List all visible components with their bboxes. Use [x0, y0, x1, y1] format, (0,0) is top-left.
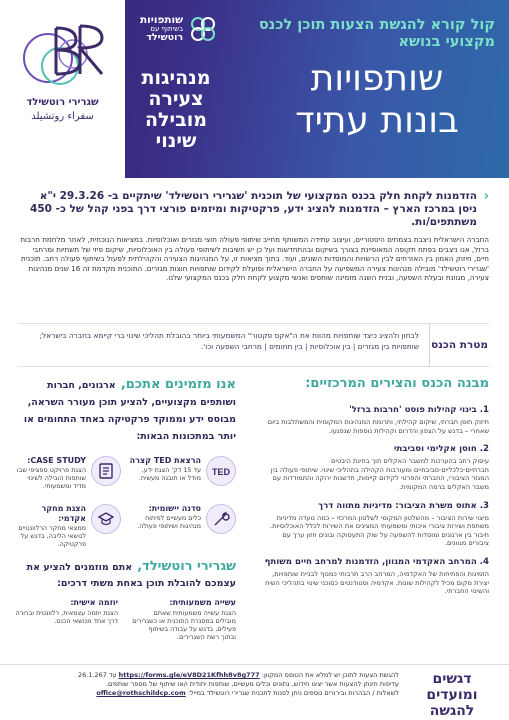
ambassador-option-body: הצגת עשייה משמעותית שאתם מובילים במסגרת התוכנית או כשגרירים פעילים, בדגש על עבודה בשיתוף ובתוך רשת השגרירים. [132, 609, 236, 641]
conference-goal-box [18, 323, 489, 367]
structure-item-title: 2. חוסן אקלימי וסביבתי [393, 444, 489, 455]
invite-heading-rest: ארגונים, חברות ושותפים מקצועיים, להציע תוכן מעורר השראה, מבוסס ידע וממוקד פרקטיקה באחד התחומים או יותר במתכונות הבאות: [23, 380, 236, 442]
format-title: הצגת מחקר אקדמי: [41, 504, 86, 523]
structure-item [261, 444, 489, 491]
partnership-logo [140, 14, 218, 44]
invite-column [14, 376, 236, 641]
structure-item-title: 4. המרחב האקדמי המגוון, הזדמנות למרחב חיים משותף [264, 556, 489, 567]
ambassador-option [14, 598, 118, 641]
slogan-line: מובילה [144, 109, 207, 131]
ambassador-option-title: עשייה משמעותית: [169, 598, 236, 607]
conference-title-line2: בונות עתיד [295, 100, 459, 141]
intro-body: החברה הישראלית ניצבת בצמתים היסטוריים, ועיצוב עתידה המשותף מחייב שיתופי פעולה חוצי מגזרים ואוכלוסיות. במציאות הנוכחית, לאחר מלחמת חרבות ברזל, אנו ניצבים בפתח תקופה המאופיינת בצורך בשיקום ובהתחדשות ועל כן יש חשיבות לשיתופי פעולה בין האוכלוסיות, שיקום פיזי של תשתיות ומרחבי חיים, חיזוק האמון בין האזרחים לבין הרשויות והמוסדות השונים, ועוד. בתוך מציאות זו, על המנהיגות הצעירה והקהילתית לפעול בשיתוף פעולה רחב. תוכנית 'שגרירי רוטשילד' מובילה מנהיגות צעירה המשפיעה על החברה הישראלית ופועלת לקידום שותפויות חוצות מגזרים. התוכנית מקדמת זה 16 שנים מנהיגות צעירה, מגוונת ובעלת השפעה, ובנית השנה מזמינה שותפים ואנשי מקצוע לקחת חלק בכנס המקצועי שלנו. [20, 235, 489, 283]
format-body: הצגת פרויקט ספציפי שבו שותפות הובילה לשינוי מדיד ומשמעותי. [16, 466, 86, 490]
org-logo-panel [0, 0, 125, 178]
workshop-icon [206, 504, 236, 534]
intro-headline-text: הזדמנות לקחת חלק בכנס המקצועי של תוכנית 'שגרירי רוטשילד' שיתקיים ב- 29.3.26 י"א ניסן במרכז הארץ – הזדמנות להציג ידע, פרקטיקות ומיזמים פורצי דרך בפני קהל של כ- 450 משתתפים/ות. [30, 190, 477, 228]
contact-email-link[interactable]: office@rothschildcp.com [96, 689, 186, 698]
org-name-arabic: سفراء روتشيلد [31, 111, 94, 122]
slogan-line: מנהיגות [141, 67, 211, 89]
submission-footer [0, 664, 509, 720]
format-body: כלים מעשיים לפיתוח מנהיגות ושיתופי פעולה. [137, 514, 201, 530]
conference-title [267, 58, 487, 142]
format-card [129, 456, 236, 496]
format-card [14, 456, 121, 496]
ambassadors-heading [14, 558, 236, 590]
submission-details [14, 671, 399, 699]
structure-item [261, 557, 489, 596]
call-for-proposals: קול קורא להגשת הצעות תוכן לכנס מקצועי בנושא [258, 17, 495, 50]
structure-list [261, 405, 489, 596]
structure-item [261, 405, 489, 435]
conference-goal-label: מטרת הכנס [429, 324, 489, 366]
structure-item-body: חיזוק חוסן חברתי, שיקום קהילתי, ותרומת המנהיגות המקומית והמשתלבות ביום שאחרי – בדגש על הצפון והדרום וקהילות נוספות שנפגעו. [267, 418, 489, 435]
intro-section [18, 190, 489, 283]
partnership-logo-icon [188, 14, 218, 44]
structure-item-body: עיסוק רחב בהערכות למשבר האקלים תוך בחינת היבטים חברתיים-כלכליים-סביבתיים ומעורבות הקהילה בתהליכי שינוי. שיתופי פעולה בין המגזר הציבורי, החברתי והפרטי לקידום קיימות, חדשנות ירוקה והתמודדות עם משבר האקלים ברמה המקומית. [270, 457, 489, 491]
org-name-hebrew: שגרירי רוטשילד [26, 97, 99, 108]
slogan-line: צעירה [148, 88, 204, 110]
contact-prefix: לשאלות / הבהרות ובירורים נוספים ניתן לפנות לתכנית שגרירי רוטשילד במייל: [187, 689, 399, 698]
form-line-prefix: להגשת הצעות לתוכן יש למלא את הטופס המקוון: [261, 671, 399, 679]
ambassador-option-body: הצגת יוזמה עצמאית, רלוונטית וברורה דרך אחד מנושאי הכנס. [15, 609, 118, 625]
structure-item-title: 1. בינוי קהילות פוסט 'חרבות ברזל' [349, 405, 489, 415]
deadline-text: עד 26.1.267 [77, 671, 117, 679]
hero-slogan [133, 68, 219, 152]
research-icon [91, 504, 121, 534]
structure-item [261, 501, 489, 548]
format-card [14, 504, 121, 548]
structure-item-title: 3. אתוס משרת הציבור: מדיניות מתווה דרך [318, 500, 489, 511]
ambassadors-heading-rest: אתם מוזמנים להציע את עצמכם להובלת תוכן באחת משתי דרכים: [26, 562, 236, 589]
format-body: ממצאי מחקר הרלוונטיים לנושאי הליבה, בדגש על פרקטיקה. [18, 524, 86, 548]
conference-goal-text: לבחון ולהציג כיצד שותפויות מהוות את ה"אקס פקטור" המשמעותי ביותר בהובלת תהליכי שינוי ברי קיימא בחברה בישראל; שותפויות בין מגזרים | בין אוכלוסיות | בין תחומים | מרחבי השפעה וכו'. [39, 331, 419, 351]
structure-item-body: הזמינות והפתיחות של האקדמיה, המרחב הרב תרבותי כמנוף לבניית שותפויות, יצירת מקום מכיל לקהילות שונות. אקדמיה וסטודנטים כסוכני שינוי בתהליכי השיח והשינוי החברתי. [265, 569, 489, 596]
conference-title-line1: שותפויות [310, 58, 444, 99]
submission-line-form [14, 671, 399, 680]
format-title: הרצאת TED קצרה [129, 456, 201, 465]
ambassador-option-title: יוזמה אישית: [70, 598, 118, 607]
submission-label: דגשים ומועדים להגשה [426, 671, 478, 719]
format-title: CASE STUDY: [27, 456, 86, 465]
structure-title: מבנה הכנס והצירים המרכזיים: [305, 376, 489, 391]
form-link[interactable]: https://forms.gle/eV8D21Kfhh8v8g777 [118, 671, 260, 679]
format-card [129, 504, 236, 548]
rothschild-ambassadors-logo [18, 16, 108, 96]
submission-line-priority: עדיפות תינתן להצעות אשר יציגו חידוש, נתונים וכלים מעשיים, שותפות יחודית ו/או שיתוף של מספר שותפים. [105, 680, 399, 689]
ted-icon [206, 456, 236, 486]
structure-item-body: מיצוי שירות הציבור – מהשלטון המקומי לשלטון המרכזי – כמה נועדה מדיניות משתפת ושירות ציבורי איכותי ומשמעותי המציגים את השירות לכלל האוכלוסיות. חיבור בין ארגונים ומוסדות להשפעה על שוק התעסוקה ובונים חזון ערך עם ציבורים מגוונים. [270, 513, 489, 548]
submission-line-contact [14, 689, 399, 698]
format-title: סדנה יישומית: [148, 504, 201, 513]
partnership-logo-line2: בשיתוף עם [150, 24, 184, 33]
ambassador-option [132, 598, 236, 641]
invite-heading-strong: אנו מזמינים אתכם, [120, 377, 236, 392]
case-study-icon [91, 456, 121, 486]
partnership-logo-line3: רוטשילד [146, 32, 184, 44]
chevron-left-icon: ‹ [483, 189, 489, 204]
partnership-logo-line1: שותפויות [140, 13, 184, 26]
structure-column [261, 376, 489, 605]
slogan-line: שינוי [155, 130, 197, 152]
ambassadors-heading-strong: שגרירי רוטשילד, [137, 559, 236, 574]
format-grid [14, 456, 236, 548]
svg-text:TED: TED [212, 467, 230, 477]
invite-heading [14, 376, 236, 444]
intro-headline [18, 190, 489, 229]
hero-banner [0, 0, 509, 178]
ambassador-options [14, 598, 236, 641]
format-body: עד 15 דק' הצגת ידע, מודל או תובנה מעשית. [138, 466, 201, 482]
